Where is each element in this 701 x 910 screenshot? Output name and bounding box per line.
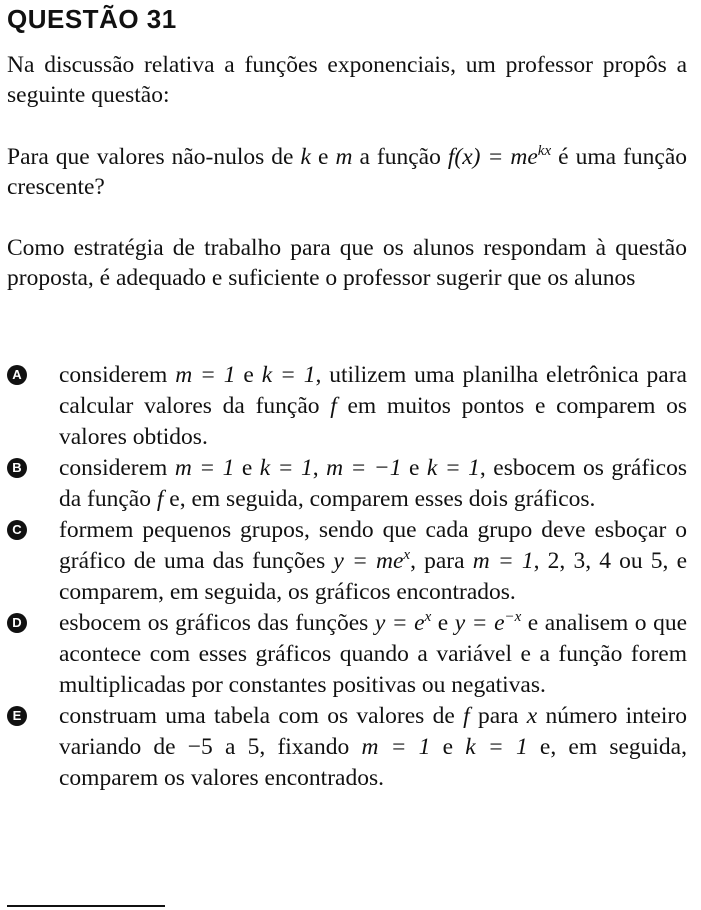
option-letter-d: D	[7, 613, 27, 633]
option-b[interactable]: B considerem m = 1 e k = 1, m = −1 e k = 1, esbocem os gráficos da função f e, em seguida, comparem esses dois gráficos.	[7, 453, 687, 515]
footer-rule	[7, 905, 165, 907]
option-letter-b: B	[7, 458, 27, 478]
option-c[interactable]: C formem pequenos grupos, sendo que cada grupo deve esboçar o gráfico de uma das funções $y = me^x$, para m = 1, 2, 3, 4 ou 5, e comparem, em seguida, os gráficos encontrados.	[7, 515, 687, 608]
option-letter-a: A	[7, 365, 27, 385]
option-a[interactable]: A considerem m = 1 e k = 1, utilizem uma planilha eletrônica para calcular valores da função f em muitos pontos e comparem os valores obtidos.	[7, 360, 687, 453]
option-d[interactable]: D esbocem os gráficos das funções $y = e^x$ e $y = e^{-x}$ e analisem o que acontece com esses gráficos quando a variável e a função forem multiplicadas por constantes positivas ou negativas.	[7, 608, 687, 701]
strategy-paragraph: Como estratégia de trabalho para que os alunos respondam à questão proposta, é adequado e suficiente o professor sugerir que os alunos	[7, 235, 687, 291]
option-e[interactable]: E construam uma tabela com os valores de f para x número inteiro variando de −5 a 5, fixando m = 1 e k = 1 e, em seguida, comparem os valores encontrados.	[7, 701, 687, 794]
option-letter-c: C	[7, 520, 27, 540]
question-paragraph: Para que valores não-nulos de k e m a função $f(x) = me^{kx}$ é uma função crescente?	[7, 143, 687, 200]
function-expression: f(x) = me	[447, 144, 538, 170]
question-title: QUESTÃO 31	[7, 4, 177, 34]
answer-options	[7, 360, 687, 794]
option-letter-e: E	[7, 706, 27, 726]
intro-paragraph: Na discussão relativa a funções exponenciais, um professor propôs a seguinte questão:	[7, 52, 687, 108]
